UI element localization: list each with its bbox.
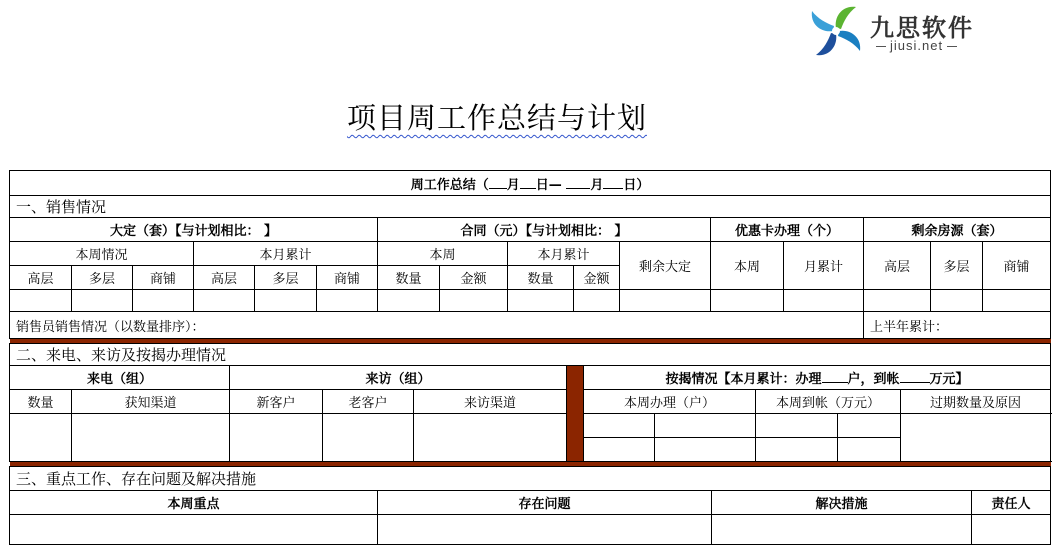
cell[interactable]: [931, 290, 983, 312]
col-problems: 存在问题: [378, 491, 712, 515]
day-blank[interactable]: [520, 188, 536, 189]
col-owner: 责任人: [972, 491, 1051, 515]
col-key-work: 本周重点: [10, 491, 378, 515]
group-remaining-units: 剩余房源（套）: [864, 218, 1051, 242]
col-week-received: 本周到帐（万元）: [756, 390, 901, 414]
cell[interactable]: [574, 290, 620, 312]
document-title: 项目周工作总结与计划: [346, 101, 647, 135]
col-old-customer: 老客户: [323, 390, 414, 414]
col-solutions: 解决措施: [712, 491, 972, 515]
cell[interactable]: [10, 414, 72, 462]
col-shop-2: 商铺: [317, 266, 378, 290]
cell[interactable]: [972, 515, 1051, 545]
mortgage-count-blank[interactable]: [822, 382, 848, 383]
calls-table: [9, 365, 1051, 491]
sub-remaining-high: 高层: [864, 242, 931, 290]
col-multi-1: 多层: [72, 266, 133, 290]
cell[interactable]: [10, 290, 72, 312]
cell[interactable]: [655, 414, 756, 438]
sub-month-total: 本月累计: [194, 242, 378, 266]
cell[interactable]: [323, 414, 414, 462]
col-qty-2: 数量: [508, 266, 574, 290]
weekly-summary-header: 周工作总结（ 月 日— 月 日）: [10, 171, 1051, 196]
cell[interactable]: [414, 414, 567, 462]
mortgage-group: 按揭情况【本月累计：办理 户，到帐 万元】: [584, 366, 1051, 390]
cell[interactable]: [655, 438, 756, 462]
col-high-2: 高层: [194, 266, 255, 290]
sub-remaining-multi: 多层: [931, 242, 983, 290]
cell[interactable]: [711, 290, 784, 312]
sub-remaining-deposit: 剩余大定: [620, 242, 711, 290]
group-deposit: 大定（套）【与计划相比： 】: [10, 218, 378, 242]
cell[interactable]: [756, 414, 838, 438]
cell[interactable]: [864, 290, 931, 312]
sub-card-month: 月累计: [784, 242, 864, 290]
cell[interactable]: [72, 290, 133, 312]
cell[interactable]: [440, 290, 508, 312]
sub-contract-week: 本周: [378, 242, 508, 266]
cell[interactable]: [72, 414, 230, 462]
cell[interactable]: [508, 290, 574, 312]
col-qty-1: 数量: [378, 266, 440, 290]
report-table: [9, 170, 1051, 366]
sub-this-week: 本周情况: [10, 242, 194, 266]
pinwheel-logo-icon: [806, 0, 866, 62]
cell[interactable]: [584, 414, 655, 438]
cell[interactable]: [838, 414, 901, 438]
col-week-handled: 本周办理（户）: [584, 390, 756, 414]
group-contract: 合同（元）【与计划相比： 】: [378, 218, 711, 242]
company-logo: [806, 0, 996, 66]
col-amount-2: 金额: [574, 266, 620, 290]
group-discount-card: 优惠卡办理（个）: [711, 218, 864, 242]
cell[interactable]: [317, 290, 378, 312]
cell[interactable]: [983, 290, 1051, 312]
col-multi-2: 多层: [255, 266, 317, 290]
cell[interactable]: [620, 290, 711, 312]
day2-blank[interactable]: [603, 188, 623, 189]
cell[interactable]: [784, 290, 864, 312]
logo-url-text: jiusi.net: [872, 38, 961, 53]
col-call-qty: 数量: [10, 390, 72, 414]
section-calls-title: 二、来电、来访及按揭办理情况: [10, 344, 1051, 366]
section-sales-title: 一、销售情况: [10, 196, 1051, 218]
col-new-customer: 新客户: [230, 390, 323, 414]
cell[interactable]: [378, 515, 712, 545]
col-overdue-reason: 过期数量及原因: [901, 390, 1051, 414]
salesperson-label: 销售员销售情况（以数量排序）：: [10, 312, 864, 339]
cell[interactable]: [838, 438, 901, 462]
cell[interactable]: [712, 515, 972, 545]
col-shop-1: 商铺: [133, 266, 194, 290]
half-year-label: 上半年累计：: [864, 312, 1051, 339]
sales-data-row: [10, 290, 1051, 312]
issues-table: [9, 490, 1051, 545]
cell[interactable]: [255, 290, 317, 312]
section-issues-title: 三、重点工作、存在问题及解决措施: [10, 467, 1051, 491]
sub-card-week: 本周: [711, 242, 784, 290]
cell[interactable]: [378, 290, 440, 312]
cell[interactable]: [584, 438, 655, 462]
visits-group: 来访（组）: [230, 366, 567, 390]
cell[interactable]: [901, 414, 1051, 462]
col-call-channel: 获知渠道: [72, 390, 230, 414]
col-high-1: 高层: [10, 266, 72, 290]
calls-group: 来电（组）: [10, 366, 230, 390]
summary-header-row: [10, 171, 1051, 196]
cell[interactable]: [230, 414, 323, 462]
cell[interactable]: [10, 515, 378, 545]
report-sheet: [9, 170, 1050, 545]
cell[interactable]: [194, 290, 255, 312]
logo-brand-text: 九思软件: [870, 14, 974, 42]
column-divider: [567, 366, 584, 462]
col-amount-1: 金额: [440, 266, 508, 290]
cell[interactable]: [133, 290, 194, 312]
mortgage-amount-blank[interactable]: [900, 382, 930, 383]
cell[interactable]: [756, 438, 838, 462]
month-blank[interactable]: [489, 188, 507, 189]
sub-remaining-shop: 商铺: [983, 242, 1051, 290]
col-visit-channel: 来访渠道: [414, 390, 567, 414]
month2-blank[interactable]: [566, 188, 590, 189]
sub-contract-month: 本月累计: [508, 242, 620, 266]
